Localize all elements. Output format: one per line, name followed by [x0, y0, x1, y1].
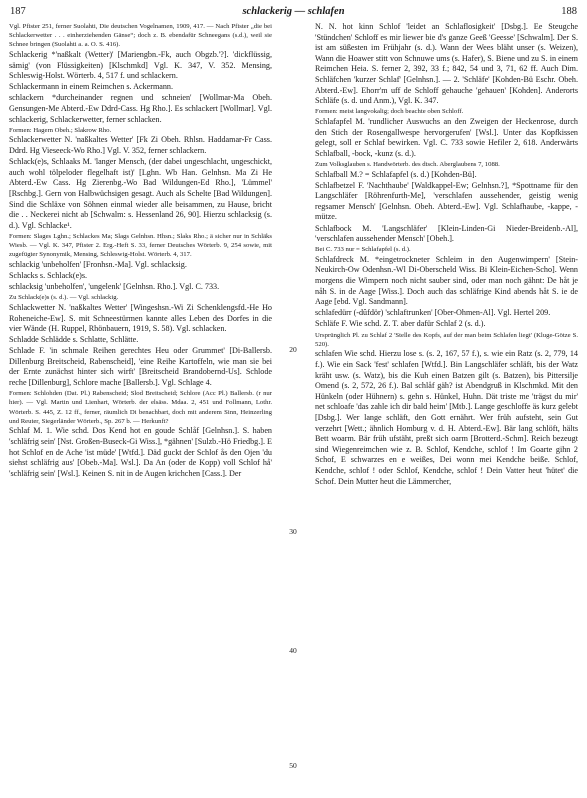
dictionary-entry: Schlafbetzel F. 'Nachthaube' [Waldkappel-Ew; Gelnhsn.?], *Spottname für den Langschläfer [Röhrenfurth-Me], 'verschlafen aussehender, geistig wenig regsamer Mensch' [Gelnhsn. Obeh. Abterd.-Ew]. Vgl. Schlafhaube, -kappe, -mütze. [315, 180, 578, 222]
dictionary-entry: Schlackerwetter N. 'naßkaltes Wetter' [Fk Zi Obeh. Rhlsn. Haddamar-Fr Cass. Ddrd. Hg Vieseeck-Wo Rho.] Vgl. V. 352, ferner schlackern. [9, 135, 272, 156]
running-header [10, 6, 577, 22]
dictionary-entry: Schlafball M.? = Schlafapfel (s. d.) [Kohden-Bü]. [315, 169, 477, 179]
line-number: 50 [289, 761, 297, 770]
line-number: 20 [289, 345, 297, 354]
dictionary-entry: Schlafbock M. 'Langschläfer' [Klein-Linden-Gi Nieder-Breidenb.-Al], 'verschlafen aussehender Mensch' [Obeh.]. [315, 223, 578, 244]
dictionary-entry: schlacksig 'unbeholfen', 'ungelenk' [Gelnhsn. Rho.]. Vgl. C. 733. [9, 282, 220, 292]
dictionary-entry: schlackig 'unbeholfen' [Fronhsn.-Ma]. Vgl. schlacksig. [9, 259, 187, 269]
entry-note: Formen: Schlohden (Dat. Pl.) Rabenscheid; Slod Breitscheid; Schlore (Acc Pl.) Ballersb. (r nur hier). — Vgl. Martin und Lienhart, Wörterb. der elsäss. Mdaa. 2, 451 und Follmann, Lothr. Wörterb. S. 445, Z. 12 ff., ferner, räumlich Di benachbart, doch mit anderem Sinn, Heinzerling und Reuter, Siegerländer Wörterb., Sp. 267 b. — Herkunft? [9, 390, 272, 425]
dictionary-entry: Schlack(e)s, Schlaaks M. 'langer Mensch, (der dabei ungeschlacht, ungeschickt, auch wohl tölpeloder flegelhaft ist)' [Lghn. Wb Han. Gelnhsn. Ma Zi He Abterd.-Ew Cass. Hg Zierenbg.-Wo Bad Wildungen-Ed Rho.], 'Lümmel' [Rschbg.]. Gern von Halbwüchsigen gesagt. Auch als Schelte [Bad Wildungen]. Sind die Schläxe von Söhnen einmal wieder alle beisammen, zu Hause, bricht die . . Neckerei nicht ab [Schwalm: s. Hessenland 26, 90]. Hierzu schlacksig (s. d.). Vgl. Schlacke¹. [9, 157, 272, 230]
dictionary-entry: Schlacks s. Schlack(e)s. [9, 271, 88, 281]
entry-note: Formen: meist langvokalig; doch beachte oben Schloff. [315, 108, 464, 116]
dictionary-entry: Schlafapfel M. 'rundlicher Auswuchs an den Zweigen der Heckenrose, durch den Stich der Rosengallwespe hervorgerufen' [Wsl.]. Unter das Kopfkissen gelegt, soll er Schlaf bewirken. Vgl. C. 733 sowie Hefiler 2, 618. Anderwärts Schlafball, -bock, -kunz (s. d.). [315, 116, 578, 158]
left-column [9, 22, 272, 794]
right-column [315, 22, 578, 794]
entry-note: Zum Volksglauben s. Handwörterb. des dtsch. Aberglaubens 7, 1088. [315, 160, 500, 168]
line-number: 40 [289, 646, 297, 655]
dictionary-entry: Schlade F. 'in schmale Reihen gerechtes Heu oder Grummet' [Di-Ballersb. Dillenburg Breitscheid, Rabenscheid], 'eine Reihe Kartoffeln, wie man sie bei der Ernte zunächst hinter sich wirft' [Breitscheid Brandobernd-Us]. Schlode reche [Dillenburg], Schlore mache [Ballersb.]. Vgl. Schlage 4. [9, 346, 272, 388]
dictionary-entry: Schlaf M. 1. Wie schd. Dos Kend hot en goude Schlåf [Gelnhsn.]. S. haben 'schläfrig sein' [Nst. Großen-Buseck-Gi Wiss.], *gähnen' [Sulzb.-Hö Friedbg.]. E hot Schlof en de Ache 'ist müde' [Wtfd.]. Däd guckt der Schlof ås den Ojen 'du siehst schläfrig aus' [Obeb.-Ma]. Wsl.]. Da An (oder de Kopp) voll Schlof hå' 'schläfrig sein' [Wsl.]. Keinen S. nit in de Augen krichchen [Cass.]. Der [9, 426, 272, 478]
entry-note: Zu Schlack(e)s (s. d.). — Vgl. schlackig. [9, 294, 119, 302]
dictionary-entry: Schlackermann in einem Reimchen s. Ackermann. [9, 82, 174, 92]
entry-note: Bei C. 733 nur = Schlafapfel (s. d.). [315, 246, 411, 254]
entry-note: Vgl. Pfister 251, ferner Suolahti, Die deutschen Vogelnamen, 1909, 417. — Nach Pfister „die bei Schlackerwetter . . . einherziehenden Gänse“; doch z. B. ebendafür Schneegans (s.d.), weil sie Schnee bringen (Suolahti a. a. O. S. 416). [9, 23, 272, 49]
line-number: 30 [289, 527, 297, 536]
page-title: schlackerig — schlafen [242, 6, 345, 17]
dictionary-entry: Schläfe F. Wie schd. Z. T. aber dafür Schlaf 2 (s. d.). [315, 319, 486, 329]
dictionary-entry: schlafen Wie schd. Hierzu lose s. (s. 2, 167, 57 f.), s. wie ein Ratz (s. 2, 779, 14 f.). Wie ein Sack 'fest' schlafen [Wtfd.]. Bin Langschläfer schläft, bis der Watz kräht usw. (s. Watz), bis die Kuh einen Batzen gilt (s. Batzen), bis Pittersilje Omend (s. 2, 572, 26 f.). Bal schlåf gäh? ist Abendgruß in Klschmkd. Mit den Hünkeln (oder Hühnern) s. gehn s. Hünkel, Huhn. Dät triste me 'trägst du mir' net schloafe 'das zahle ich dir bald heim' [Mtb.]. Lange geschloffe äs kurz gelebt [Dsbg.]. Wer lange schläft, den Gott ernährt. Wer früh aufsteht, sein Gut verzehrt [Wett.; ähnlich Homburg v. d. H. Abterd.-Ew]. Bär lang schlöft, hälts Bett woarm. Bär früh ufstäht, preßt sich oarm [Brotterd.-Schm]. Reich bezeugt sind Wiegenreimchen wie z. B. Schlof, Kendche, schlof ! Im Goarte gihn 2 Schof, E schwarzes en e weißes, Dei wonn mei Kendche beiße. Schlof, Kendche, schlof ! oder Schlof, Kendche, schlof ! Dein Vatter heut 'hütet' die Schof. Dein Mutter heut die Lämmercher, [315, 349, 578, 486]
dictionary-entry: N. N. hot kinn Schlof 'leidet an Schlaflosigkeit' [Dsbg.]. Ee Steugche 'Stündchen' Schloff es mir liewer bie d's ganze Geeß 'Geesse' [Schwalm]. Der S. ist am süßesten im Frühjahr (s. d.). Wann der Wees bläht unser (s. Weizen), Wann die Hoawer stitt von Schnuwe ums (s. Hafer), S. Biene und zu S. in einem Reimchen Heia. S. ferner 2, 392, 33 f.; 842, 54 und 3, 71, 62 ff. Auch Dim. Schläfchen 'kurzer Schlaf' [Gelnhsn.]. — 2. 'Schläfe' [Kohden-Bü Eschr. Obeh. Abterd.-Ew]. Ehorr'm uff de Schloff gehauche 'gehauen' [Kohden]. Anderorts Schläfe (s. d. und Anm.), Vgl. K. 347. [315, 22, 578, 106]
dictionary-entry: schlackern *durcheinander regnen und schneien' [Wollmar-Ma Obeh. Gensungen-Me Abterd.-Ew Ddrd-Cass. Hg Rho.]. Es schlackert [Wollmar]. Vgl. schlackerig, Schlackerwetter, ferner schlacken. [9, 93, 272, 124]
page-number-left: 187 [10, 6, 26, 17]
margin-line-numbers [273, 22, 313, 794]
dictionary-entry: schlafedürr (-dûfdör) 'schlaftrunken' [Ober-Ohmen-Al]. Vgl. Hertel 209. [315, 308, 551, 318]
page-number-right: 188 [561, 6, 577, 17]
entry-note: Formen: Hagern Obeh.; Slakrow Rho. [9, 126, 112, 134]
dictionary-entry: Schlafdreck M. *eingetrockneter Schleim in den Augenwimpern' [Stein-Neukirch-Ow Odenhsn.-Wl Di-Oberscheld Wiss. Bi Klein-Eichen-Scho]. Wenn morgens die Wimpern noch nicht sauber sind, oder man noch gähnt: De håt je nåh S. in de Aage [Wiss.]. Doch auch das schläfrige Kind abends håt S. ie de Aage [ebd. Vgl. Sandmann]. [315, 254, 578, 307]
dictionary-entry: Schladde Schlädde s. Schlatte, Schlätte. [9, 335, 139, 345]
dictionary-entry: Schlackwetter N. 'naßkaltes Wetter' [Wingeshsn.-Wi Zi Schenklengsfd.-He Ho Roheneiche-Ew]. S. mit Schneestürmen kannte alles Leben des Dorfes in die vier Wände (H. Ruppel, Rhönbauern, 1919, S. 58). Vgl. schlacken. [9, 302, 272, 334]
entry-note: Ursprünglich Pl. zu Schlaf 2 'Stelle des Kopfs, auf der man beim Schlafen liegt' (Kluge-Götze S. 520). [315, 331, 578, 348]
entry-note: Formen: Slages Lghn.; Schlackes Ma; Slags Gelnhsn. Hhsn.; Slaks Rho.; ä sicher nur in Schläks Wiesb. — Vgl. K. 347, Pfister 2. Erg.-Heft S. 33, ferner Deutsches Wörterb. 9, 254 sowie, mit zugefügter Synonymik, Mensing, Schleswig-Holst. Wörterb. 4, 317. [9, 232, 272, 259]
dictionary-entry: Schlackerig *'naßkalt (Wetter)' [Mariengbn.-Fk, auch Obgzb.'?]. 'dickflüssig, sämig' (von Flüssigkeiten) [Klschmkd] Vgl. K. 347, V. 352. Mensing, Schleswig-Holst. Wörterb. 4, 517 f. und schlackern. [9, 50, 272, 81]
